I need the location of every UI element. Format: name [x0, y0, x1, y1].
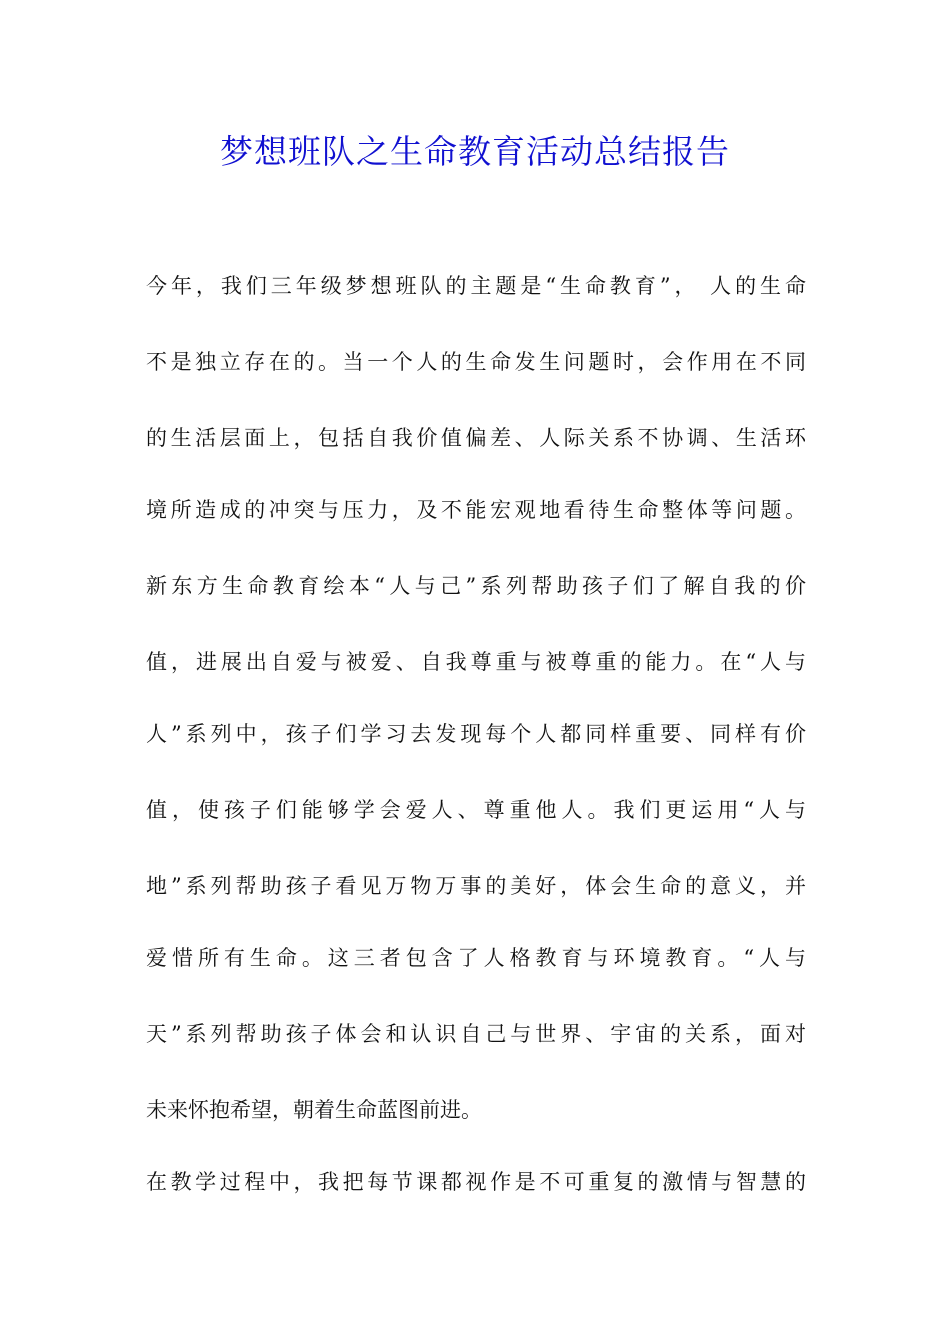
- body-line-7: 人”系列中，孩子们学习去发现每个人都同样重要、同样有价: [146, 722, 806, 746]
- body-line-12: 未来怀抱希望，朝着生命蓝图前进。: [146, 1098, 482, 1122]
- body-line-1: 今年，我们三年级梦想班队的主题是“生命教育”， 人的生命: [146, 274, 806, 298]
- body-line-6: 值，进展出自爱与被爱、自我尊重与被尊重的能力。在“人与: [146, 650, 806, 674]
- body-line-9: 地”系列帮助孩子看见万物万事的美好，体会生命的意义，并: [146, 874, 806, 898]
- body-line-2: 不是独立存在的。当一个人的生命发生问题时，会作用在不同: [146, 350, 806, 374]
- body-line-3: 的生活层面上，包括自我价值偏差、人际关系不协调、生活环: [146, 426, 806, 450]
- document-title: 梦想班队之生命教育活动总结报告: [220, 132, 730, 171]
- body-line-10: 爱惜所有生命。这三者包含了人格教育与环境教育。“人与: [146, 946, 806, 970]
- body-line-13: 在教学过程中，我把每节课都视作是不可重复的激情与智慧的: [146, 1170, 806, 1194]
- body-line-4: 境所造成的冲突与压力，及不能宏观地看待生命整体等问题。: [146, 498, 806, 522]
- body-line-11: 天”系列帮助孩子体会和认识自己与世界、宇宙的关系，面对: [146, 1022, 806, 1046]
- body-line-5: 新东方生命教育绘本“人与己”系列帮助孩子们了解自我的价: [146, 574, 806, 598]
- body-line-8: 值，使孩子们能够学会爱人、尊重他人。我们更运用“人与: [146, 798, 806, 822]
